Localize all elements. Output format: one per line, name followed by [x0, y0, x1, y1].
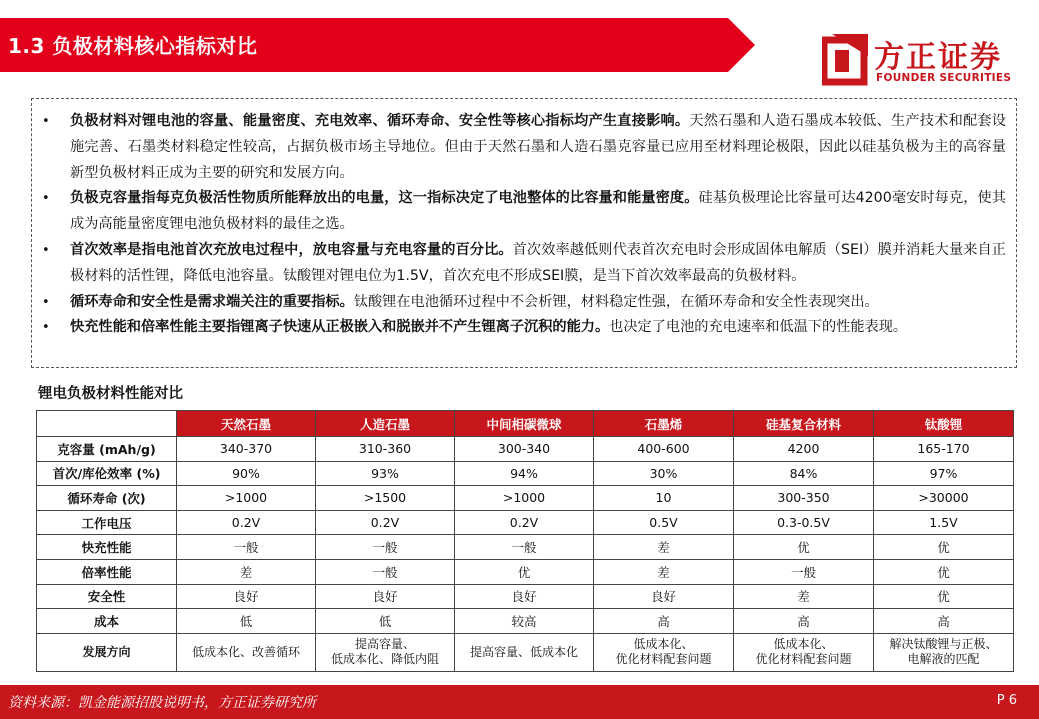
table-cell: 良好 — [455, 584, 594, 609]
key-points-box — [31, 98, 1017, 368]
table-cell: 165-170 — [874, 437, 1014, 462]
table-cell: 300-350 — [734, 486, 874, 511]
bullet-list — [40, 109, 1006, 341]
table-cell: 一般 — [734, 559, 874, 584]
table-cell — [594, 633, 734, 671]
bullet-text: 首次效率越低则代表首次充电时会形成固体电解质（SEI）膜并消耗大量来自正极材料的活性锂，降低电池容量。钛酸锂对锂电位为1.5V，首次充电不形成SEI膜，是当下首次效率最高的负极材料。 — [70, 241, 1006, 284]
table-cell — [874, 633, 1014, 671]
footer-bar — [0, 685, 1039, 719]
logo-text-en: FOUNDER SECURITIES — [876, 72, 1012, 84]
table-row — [37, 437, 1014, 462]
table-cell: 高 — [594, 609, 734, 634]
cell-line: 电解液的匹配 — [907, 652, 980, 667]
table-cell: 0.2V — [455, 510, 594, 535]
bullet-text: 硅基负极理论比容量可达4200毫安时每克，使其成为高能量密度锂电池负极材料的最佳之选。 — [70, 190, 1006, 233]
cell-line: 低成本化、降低内阻 — [330, 652, 439, 667]
table-cell: 94% — [455, 461, 594, 486]
table-cell: 差 — [177, 559, 316, 584]
table-cell: 90% — [177, 461, 316, 486]
table-cell — [177, 633, 316, 671]
table-row — [37, 486, 1014, 511]
row-header: 快充性能 — [37, 535, 177, 560]
table-row — [37, 510, 1014, 535]
bullet-text: 钛酸锂在电池循环过程中不会析锂，材料稳定性强，在循环寿命和安全性表现突出。 — [353, 293, 879, 310]
table-row — [37, 559, 1014, 584]
table-cell: 高 — [734, 609, 874, 634]
table-cell: 93% — [316, 461, 455, 486]
table-cell: 一般 — [316, 535, 455, 560]
bullet-item — [40, 238, 1006, 290]
table-cell: >1500 — [316, 486, 455, 511]
table-cell: 97% — [874, 461, 1014, 486]
table-cell: 400-600 — [594, 437, 734, 462]
table-cell: 一般 — [177, 535, 316, 560]
table-cell: 一般 — [316, 559, 455, 584]
bullet-item — [40, 290, 1006, 316]
table-cell — [455, 633, 594, 671]
table-cell: 4200 — [734, 437, 874, 462]
bullet-text: 也决定了电池的充电速率和低温下的性能表现。 — [609, 319, 908, 336]
table-cell: 较高 — [455, 609, 594, 634]
table-cell: 1.5V — [874, 510, 1014, 535]
table-cell: 差 — [594, 535, 734, 560]
row-header: 成本 — [37, 609, 177, 634]
row-header: 克容量 (mAh/g) — [37, 437, 177, 462]
table-cell: 0.5V — [594, 510, 734, 535]
table-cell: 差 — [594, 559, 734, 584]
bullet-text: 天然石墨和人造石墨成本较低、生产技术和配套设施完善、石墨类材料稳定性较高，占据负极市场主导地位。但由于天然石墨和人造石墨克容量已应用至材料理论极限，因此以硅基负极为主的高容量新型负极材料正成为主要的研究和发展方向。 — [70, 113, 1006, 181]
table-cell: 30% — [594, 461, 734, 486]
page-title: 1.3 负极材料核心指标对比 — [8, 34, 258, 58]
table-cell: >1000 — [177, 486, 316, 511]
founder-logo-mark-icon — [822, 34, 868, 88]
table-cell: 优 — [874, 535, 1014, 560]
table-cell: >1000 — [455, 486, 594, 511]
table-cell: 10 — [594, 486, 734, 511]
table-row — [37, 535, 1014, 560]
column-header: 硅基复合材料 — [734, 411, 874, 437]
bullet-bold-text: 负极材料对锂电池的容量、能量密度、充电效率、循环寿命、安全性等核心指标均产生直接影响。 — [70, 113, 690, 129]
logo-text-cn: 方正证券 — [874, 40, 1002, 75]
cell-line: 低成本化、 — [633, 637, 694, 652]
table-cell: 优 — [874, 584, 1014, 609]
bullet-bold-text: 负极克容量指每克负极活性物质所能释放出的电量，这一指标决定了电池整体的比容量和能量密度。 — [70, 190, 699, 207]
table-row — [37, 461, 1014, 486]
table-cell: 0.2V — [177, 510, 316, 535]
row-header: 安全性 — [37, 584, 177, 609]
row-header: 倍率性能 — [37, 559, 177, 584]
column-header: 天然石墨 — [177, 411, 316, 437]
table-cell: 良好 — [316, 584, 455, 609]
cell-line: 提高容量、 — [354, 637, 415, 652]
bullet-bold-text: 循环寿命和安全性是需求端关注的重要指标。 — [70, 293, 354, 310]
row-header: 工作电压 — [37, 510, 177, 535]
column-header: 石墨烯 — [594, 411, 734, 437]
table-cell — [734, 633, 874, 671]
founder-logo — [822, 30, 1027, 90]
column-header: 钛酸锂 — [874, 411, 1014, 437]
cell-line: 解决钛酸锂与正极、 — [889, 637, 998, 652]
table-row — [37, 609, 1014, 634]
table-cell: 310-360 — [316, 437, 455, 462]
bullet-bold-text: 快充性能和倍率性能主要指锂离子快速从正极嵌入和脱嵌并不产生锂离子沉积的能力。 — [70, 319, 610, 336]
cell-line: 低成本化、 — [773, 637, 834, 652]
table-cell: 优 — [874, 559, 1014, 584]
column-header: 人造石墨 — [316, 411, 455, 437]
bullet-item — [40, 186, 1006, 238]
table-cell: 一般 — [455, 535, 594, 560]
table-cell: 340-370 — [177, 437, 316, 462]
source-note: 资料来源：凯金能源招股说明书，方正证券研究所 — [8, 695, 316, 711]
cell-line: 低成本化、改善循环 — [191, 644, 300, 659]
table-cell: 良好 — [177, 584, 316, 609]
comparison-table — [36, 410, 1014, 672]
table-row — [37, 584, 1014, 609]
table-cell: 优 — [734, 535, 874, 560]
row-header: 循环寿命 (次) — [37, 486, 177, 511]
table-cell: 差 — [734, 584, 874, 609]
bullet-item — [40, 109, 1006, 186]
table-cell: 良好 — [594, 584, 734, 609]
row-header: 首次/库伦效率 (%) — [37, 461, 177, 486]
table-cell: 300-340 — [455, 437, 594, 462]
page-number: P 6 — [996, 693, 1017, 708]
cell-line: 提高容量、低成本化 — [469, 644, 578, 659]
table-cell: 84% — [734, 461, 874, 486]
bullet-item — [40, 315, 1006, 341]
bullet-bold-text: 首次效率是指电池首次充放电过程中，放电容量与充电容量的百分比。 — [70, 241, 513, 258]
table-cell: >30000 — [874, 486, 1014, 511]
table-cell: 低 — [316, 609, 455, 634]
table-header-row — [37, 411, 1014, 437]
table-title: 锂电负极材料性能对比 — [38, 386, 183, 402]
table-cell: 0.2V — [316, 510, 455, 535]
table-row-direction — [37, 633, 1014, 671]
table-cell: 低 — [177, 609, 316, 634]
table-cell — [316, 633, 455, 671]
table-corner-cell — [37, 411, 177, 437]
table-cell: 优 — [455, 559, 594, 584]
table-cell: 0.3-0.5V — [734, 510, 874, 535]
column-header: 中间相碳微球 — [455, 411, 594, 437]
cell-line: 优化材料配套问题 — [755, 652, 852, 667]
table-cell: 高 — [874, 609, 1014, 634]
row-header: 发展方向 — [37, 633, 177, 671]
cell-line: 优化材料配套问题 — [615, 652, 712, 667]
